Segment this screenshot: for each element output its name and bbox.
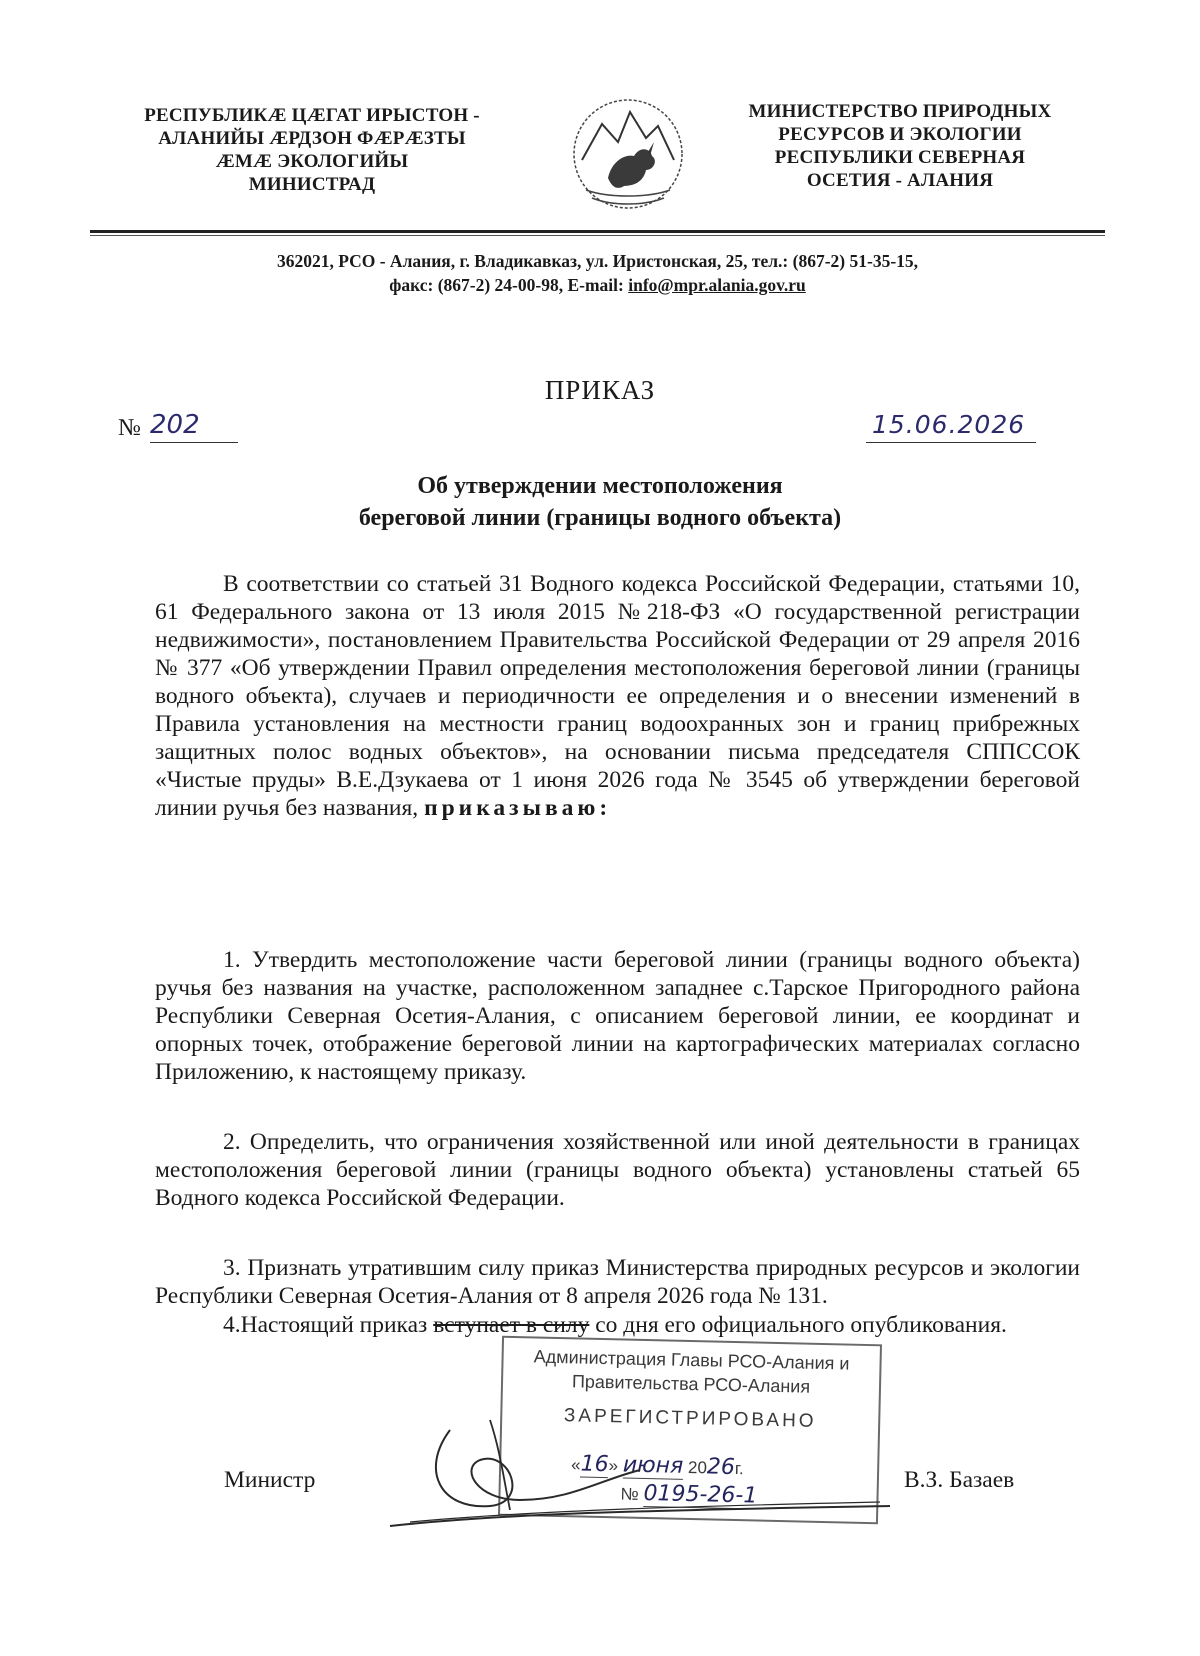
item-4-struck-text: вступает в силу [433,1312,590,1338]
header-left-line: АЛАНИЙЫ ӔРДЗОН ФӔРӔЗТЫ [158,128,466,149]
stamp-year-unit: г. [734,1459,744,1479]
stamp-year-prefix: 20 [687,1457,708,1478]
coat-of-arms-emblem-icon [568,90,688,218]
header-divider-thick [90,230,1105,233]
stamp-status: ЗАРЕГИСТРИРОВАНО [563,1405,817,1432]
order-item-2: 2. Определить, что ограничения хозяйственной или иной деятельности в границах местоположения береговой линии (границы водного объекта) установлены статьей 65 Водного кодекса Российской Федерации. [155,1129,1080,1211]
ministry-name-russian [720,100,1080,192]
order-item-3: 3. Признать утратившим силу приказ Министерства природных ресурсов и экологии Республики Северная Осетия-Алания от 8 апреля 2026 года № 131. [155,1255,1080,1309]
order-number-underline [150,442,238,443]
stamp-quote-open: « [570,1455,581,1475]
order-word: приказываю: [424,795,612,821]
header-divider-thin [90,235,1105,236]
handwritten-signature [380,1410,900,1530]
email-link[interactable]: info@mpr.alania.gov.ru [628,275,806,295]
stamp-reg-number-handwritten: 0195-26-1 [643,1480,758,1509]
order-item-4 [155,1311,1080,1339]
order-number-label: № [118,415,141,441]
document-type: ПРИКАЗ [544,375,656,405]
order-subject [0,470,1200,534]
order-date-handwritten: 15.06.2026 [872,410,1026,439]
stamp-year-handwritten: 26 [706,1454,736,1481]
ministry-name-ossetian [112,104,512,196]
signatory-name: В.З. Базаев [904,1467,1015,1493]
stamp-month-handwritten: июня [622,1452,684,1479]
preamble-paragraph [155,570,1080,822]
stamp-reg-label: № [620,1484,639,1504]
subject-line: береговой линии (границы водного объекта) [358,505,842,531]
item-4-text: 4.Настоящий приказ [223,1312,434,1338]
preamble-text: В соответствии со статьей 31 Водного кодекса Российской Федерации, статьями 10, 61 Федерального закона от 13 июля 2015 №218-ФЗ «О государственной регистрации недвижимости», постановлением Правительства Российской Федерации от 29 апреля 2016 № 377 «Об утверждении Правил определения местоположения береговой линии (границы водного объекта), случаев и периодичности ее определения и о внесении изменений в Правила установления на местности границ водоохранных зон и границ прибрежных защитных полос водных объектов», на основании письма председателя СППССОК «Чистые пруды» В.Е.Дзукаева от 1 июня 2026 года № 3545 об утверждении береговой линии ручья без названия, [155,571,1080,821]
stamp-organization [503,1344,880,1401]
stamp-day-handwritten: 16 [580,1451,609,1478]
fax-text: факс: (867-2) 24-00-98, E-mail: [389,275,629,295]
header-left-line: РЕСПУБЛИКӔ ЦӔГАТ ИРЫСТОН - [144,105,480,126]
order-item-1: 1. Утвердить местоположение части береговой линии (границы водного объекта) ручья без названия на участке, расположенном западнее с.Тарское Пригородного района Республики Северная Осетия-Алания, с описанием береговой линии, ее координат и опорных точек, отображение береговой линии на картографических материалах согласно Приложению, к настоящему приказу. [155,947,1080,1085]
stamp-org-line: Администрация Главы РСО-Алания и [533,1346,850,1374]
order-number-handwritten: 202 [150,410,200,440]
header-right-line: РЕСУРСОВ И ЭКОЛОГИИ [778,124,1022,145]
header-right-line: РЕСПУБЛИКИ СЕВЕРНАЯ [774,147,1026,168]
address-line [90,273,1105,297]
order-date-underline [866,442,1036,443]
item-4-text-end: со дня его официального опубликования. [589,1312,1007,1338]
stamp-quote-close: » [608,1456,619,1476]
header-left-line: МИНИСТРАД [248,174,376,195]
address-line: 362021, РСО - Алания, г. Владикавказ, ул. Иристонская, 25, тел.: (867-2) 51-35-15, [276,251,919,271]
subject-line: Об утверждении местоположения [417,473,783,499]
ministry-address [90,249,1105,297]
header-right-line: МИНИСТЕРСТВО ПРИРОДНЫХ [748,101,1052,122]
header-left-line: ӔМӔ ЭКОЛОГИЙЫ [215,151,409,172]
stamp-org-line: Правительства РСО-Алания [571,1371,811,1397]
header-right-line: ОСЕТИЯ - АЛАНИЯ [806,170,994,191]
signatory-title: Министр [224,1467,316,1493]
